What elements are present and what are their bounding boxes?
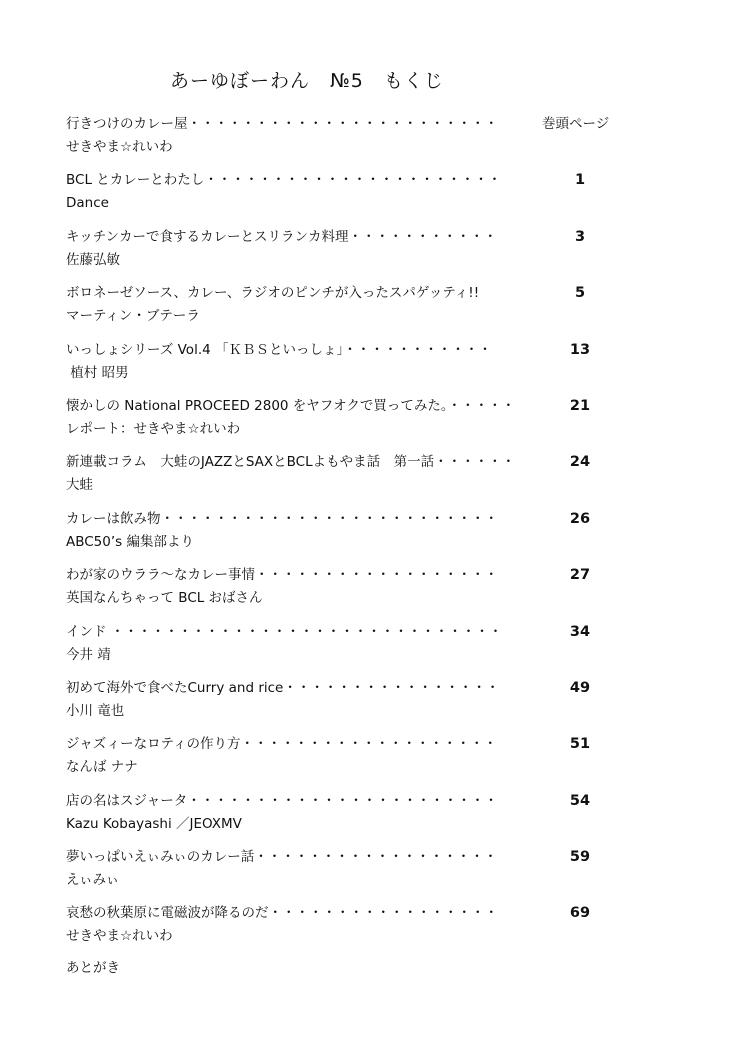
toc-entry (66, 622, 686, 678)
entry-title: 初めて海外で食べたCurry and rice・・・・・・・・・・・・・・・・ (66, 679, 500, 696)
entry-page: 巻頭ページ (542, 116, 610, 132)
entry-page: 59 (569, 849, 591, 866)
entry-author: 大蛙 (66, 477, 93, 494)
entry-page: 69 (569, 905, 591, 922)
toc-entry (66, 847, 686, 903)
entry-page: 54 (569, 792, 591, 809)
toc-entries (66, 114, 686, 960)
entry-title: キッチンカーで食するカレーとスリランカ料理・・・・・・・・・・・ (66, 228, 498, 245)
toc-entry (66, 509, 686, 565)
entry-page: 3 (574, 228, 586, 245)
entry-author: 植村 昭男 (66, 364, 129, 381)
entry-page: 27 (569, 567, 591, 584)
toc-entry (66, 340, 686, 396)
entry-author: 英国なんちゃって BCL おばさん (66, 590, 263, 607)
entry-title: 行きつけのカレー屋・・・・・・・・・・・・・・・・・・・・・・・ (66, 116, 498, 132)
afterword: あとがき (66, 960, 120, 976)
entry-title: 店の名はスジャータ・・・・・・・・・・・・・・・・・・・・・・・ (66, 792, 498, 809)
entry-author: せきやま☆れいわ (66, 139, 173, 155)
entry-title: 夢いっぱいえぃみぃのカレー話・・・・・・・・・・・・・・・・・・ (66, 849, 498, 866)
entry-page: 21 (569, 397, 591, 414)
entry-author: せきやま☆れいわ (66, 928, 173, 945)
entry-author: ABC50’s 編集部より (66, 533, 194, 550)
toc-entry (66, 903, 686, 959)
entry-title: わが家のウララ～なカレー事情・・・・・・・・・・・・・・・・・・ (66, 567, 498, 584)
entry-title: BCL とカレーとわたし・・・・・・・・・・・・・・・・・・・・・・ (66, 172, 502, 189)
entry-author: えぃみぃ (66, 872, 120, 889)
entry-author: 小川 竜也 (66, 702, 125, 719)
entry-page: 26 (569, 510, 591, 527)
toc-entry (66, 791, 686, 847)
toc-entry (66, 227, 686, 283)
entry-author: 今井 靖 (66, 646, 111, 663)
toc-entry (66, 283, 686, 339)
entry-page: 24 (569, 454, 591, 471)
entry-author: 佐藤弘敏 (66, 251, 120, 268)
entry-title: ジャズィーなロティの作り方・・・・・・・・・・・・・・・・・・・ (66, 736, 498, 753)
entry-title: インド ・・・・・・・・・・・・・・・・・・・・・・・・・・・・・ (66, 623, 503, 640)
toc-entry (66, 734, 686, 790)
entry-page: 13 (569, 341, 591, 358)
entry-author: レポート：せきやま☆れいわ (66, 420, 241, 437)
entry-page: 49 (569, 679, 591, 696)
toc-entry (66, 396, 686, 452)
toc-entry (66, 565, 686, 621)
entry-author: Dance (66, 195, 109, 212)
toc-entry (66, 678, 686, 734)
entry-title: 哀愁の秋葉原に電磁波が降るのだ・・・・・・・・・・・・・・・・・ (66, 905, 498, 922)
entry-title: ボロネーゼソース、カレー、ラジオのピンチが入ったスパゲッティ!! (66, 285, 480, 302)
entry-page: 34 (569, 623, 591, 640)
entry-author: マーティン・ブテーラ (66, 308, 200, 325)
entry-page: 51 (569, 736, 591, 753)
entry-page: 1 (574, 172, 586, 189)
entry-title: いっしょシリーズ Vol.4 「ＫＢＳといっしょ」・・・・・・・・・・・ (66, 341, 492, 358)
entry-title: カレーは飲み物・・・・・・・・・・・・・・・・・・・・・・・・・ (66, 510, 498, 527)
entry-title: 懐かしの National PROCEED 2800 をヤフオクで買ってみた。・・・・・ (66, 397, 516, 414)
entry-title: 新連載コラム 大蛙のJAZZとSAXとBCLよもやま話 第一話・・・・・・ (66, 454, 516, 471)
entry-author: Kazu Kobayashi ／JEOXMV (66, 815, 242, 832)
toc-entry (66, 170, 686, 226)
entry-author: なんば ナナ (66, 759, 138, 776)
toc-entry (66, 114, 686, 170)
entry-page: 5 (574, 285, 586, 302)
page-title: あーゆぼーわん №5 もくじ (170, 70, 444, 92)
toc-entry (66, 452, 686, 508)
